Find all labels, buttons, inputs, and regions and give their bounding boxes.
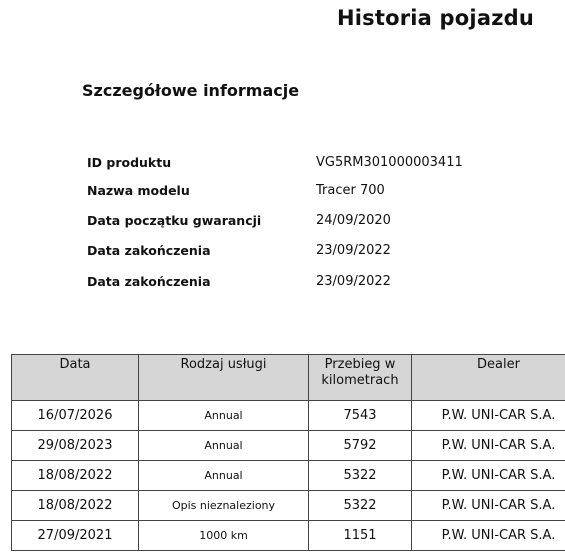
column-header-date: Data <box>12 355 139 401</box>
cell-service-type: Annual <box>139 401 309 431</box>
detail-row-end-date-2 <box>0 274 565 294</box>
cell-mileage: 5322 <box>309 491 412 521</box>
column-header-service-type: Rodzaj usługi <box>139 355 309 401</box>
table-row <box>12 461 565 491</box>
table-row <box>12 521 565 551</box>
cell-date: 16/07/2026 <box>12 401 139 431</box>
column-header-mileage: Przebieg w kilometrach <box>309 355 412 401</box>
cell-dealer: P.W. UNI-CAR S.A. <box>412 401 565 431</box>
detail-label: Data zakończenia <box>87 243 211 258</box>
table-row <box>12 491 565 521</box>
service-history-table <box>11 354 565 551</box>
detail-value: 24/09/2020 <box>316 213 391 228</box>
cell-service-type: Opis nieznaleziony <box>139 491 309 521</box>
cell-dealer: P.W. UNI-CAR S.A. <box>412 461 565 491</box>
cell-mileage: 5322 <box>309 461 412 491</box>
cell-dealer: P.W. UNI-CAR S.A. <box>412 521 565 551</box>
cell-dealer: P.W. UNI-CAR S.A. <box>412 491 565 521</box>
cell-dealer: P.W. UNI-CAR S.A. <box>412 431 565 461</box>
detail-value: VG5RM301000003411 <box>316 155 463 170</box>
table-row <box>12 401 565 431</box>
table-row <box>12 431 565 461</box>
cell-date: 18/08/2022 <box>12 491 139 521</box>
detail-label: Nazwa modelu <box>87 183 190 198</box>
cell-date: 29/08/2023 <box>12 431 139 461</box>
section-title: Szczegółowe informacje <box>82 81 300 100</box>
detail-row-warranty-start <box>0 213 565 233</box>
column-header-dealer: Dealer <box>412 355 565 401</box>
cell-date: 18/08/2022 <box>12 461 139 491</box>
cell-mileage: 5792 <box>309 431 412 461</box>
cell-service-type: Annual <box>139 431 309 461</box>
cell-mileage: 7543 <box>309 401 412 431</box>
detail-label: Data zakończenia <box>87 274 211 289</box>
detail-label: ID produktu <box>87 155 172 170</box>
cell-mileage: 1151 <box>309 521 412 551</box>
detail-value: 23/09/2022 <box>316 274 391 289</box>
cell-service-type: 1000 km <box>139 521 309 551</box>
detail-row-product-id <box>0 155 565 175</box>
detail-value: 23/09/2022 <box>316 243 391 258</box>
detail-value: Tracer 700 <box>316 183 385 198</box>
table-header-row <box>12 355 565 401</box>
cell-date: 27/09/2021 <box>12 521 139 551</box>
detail-row-model-name <box>0 183 565 203</box>
cell-service-type: Annual <box>139 461 309 491</box>
page-title: Historia pojazdu <box>336 6 534 30</box>
detail-label: Data początku gwarancji <box>87 213 262 228</box>
detail-row-end-date <box>0 243 565 263</box>
